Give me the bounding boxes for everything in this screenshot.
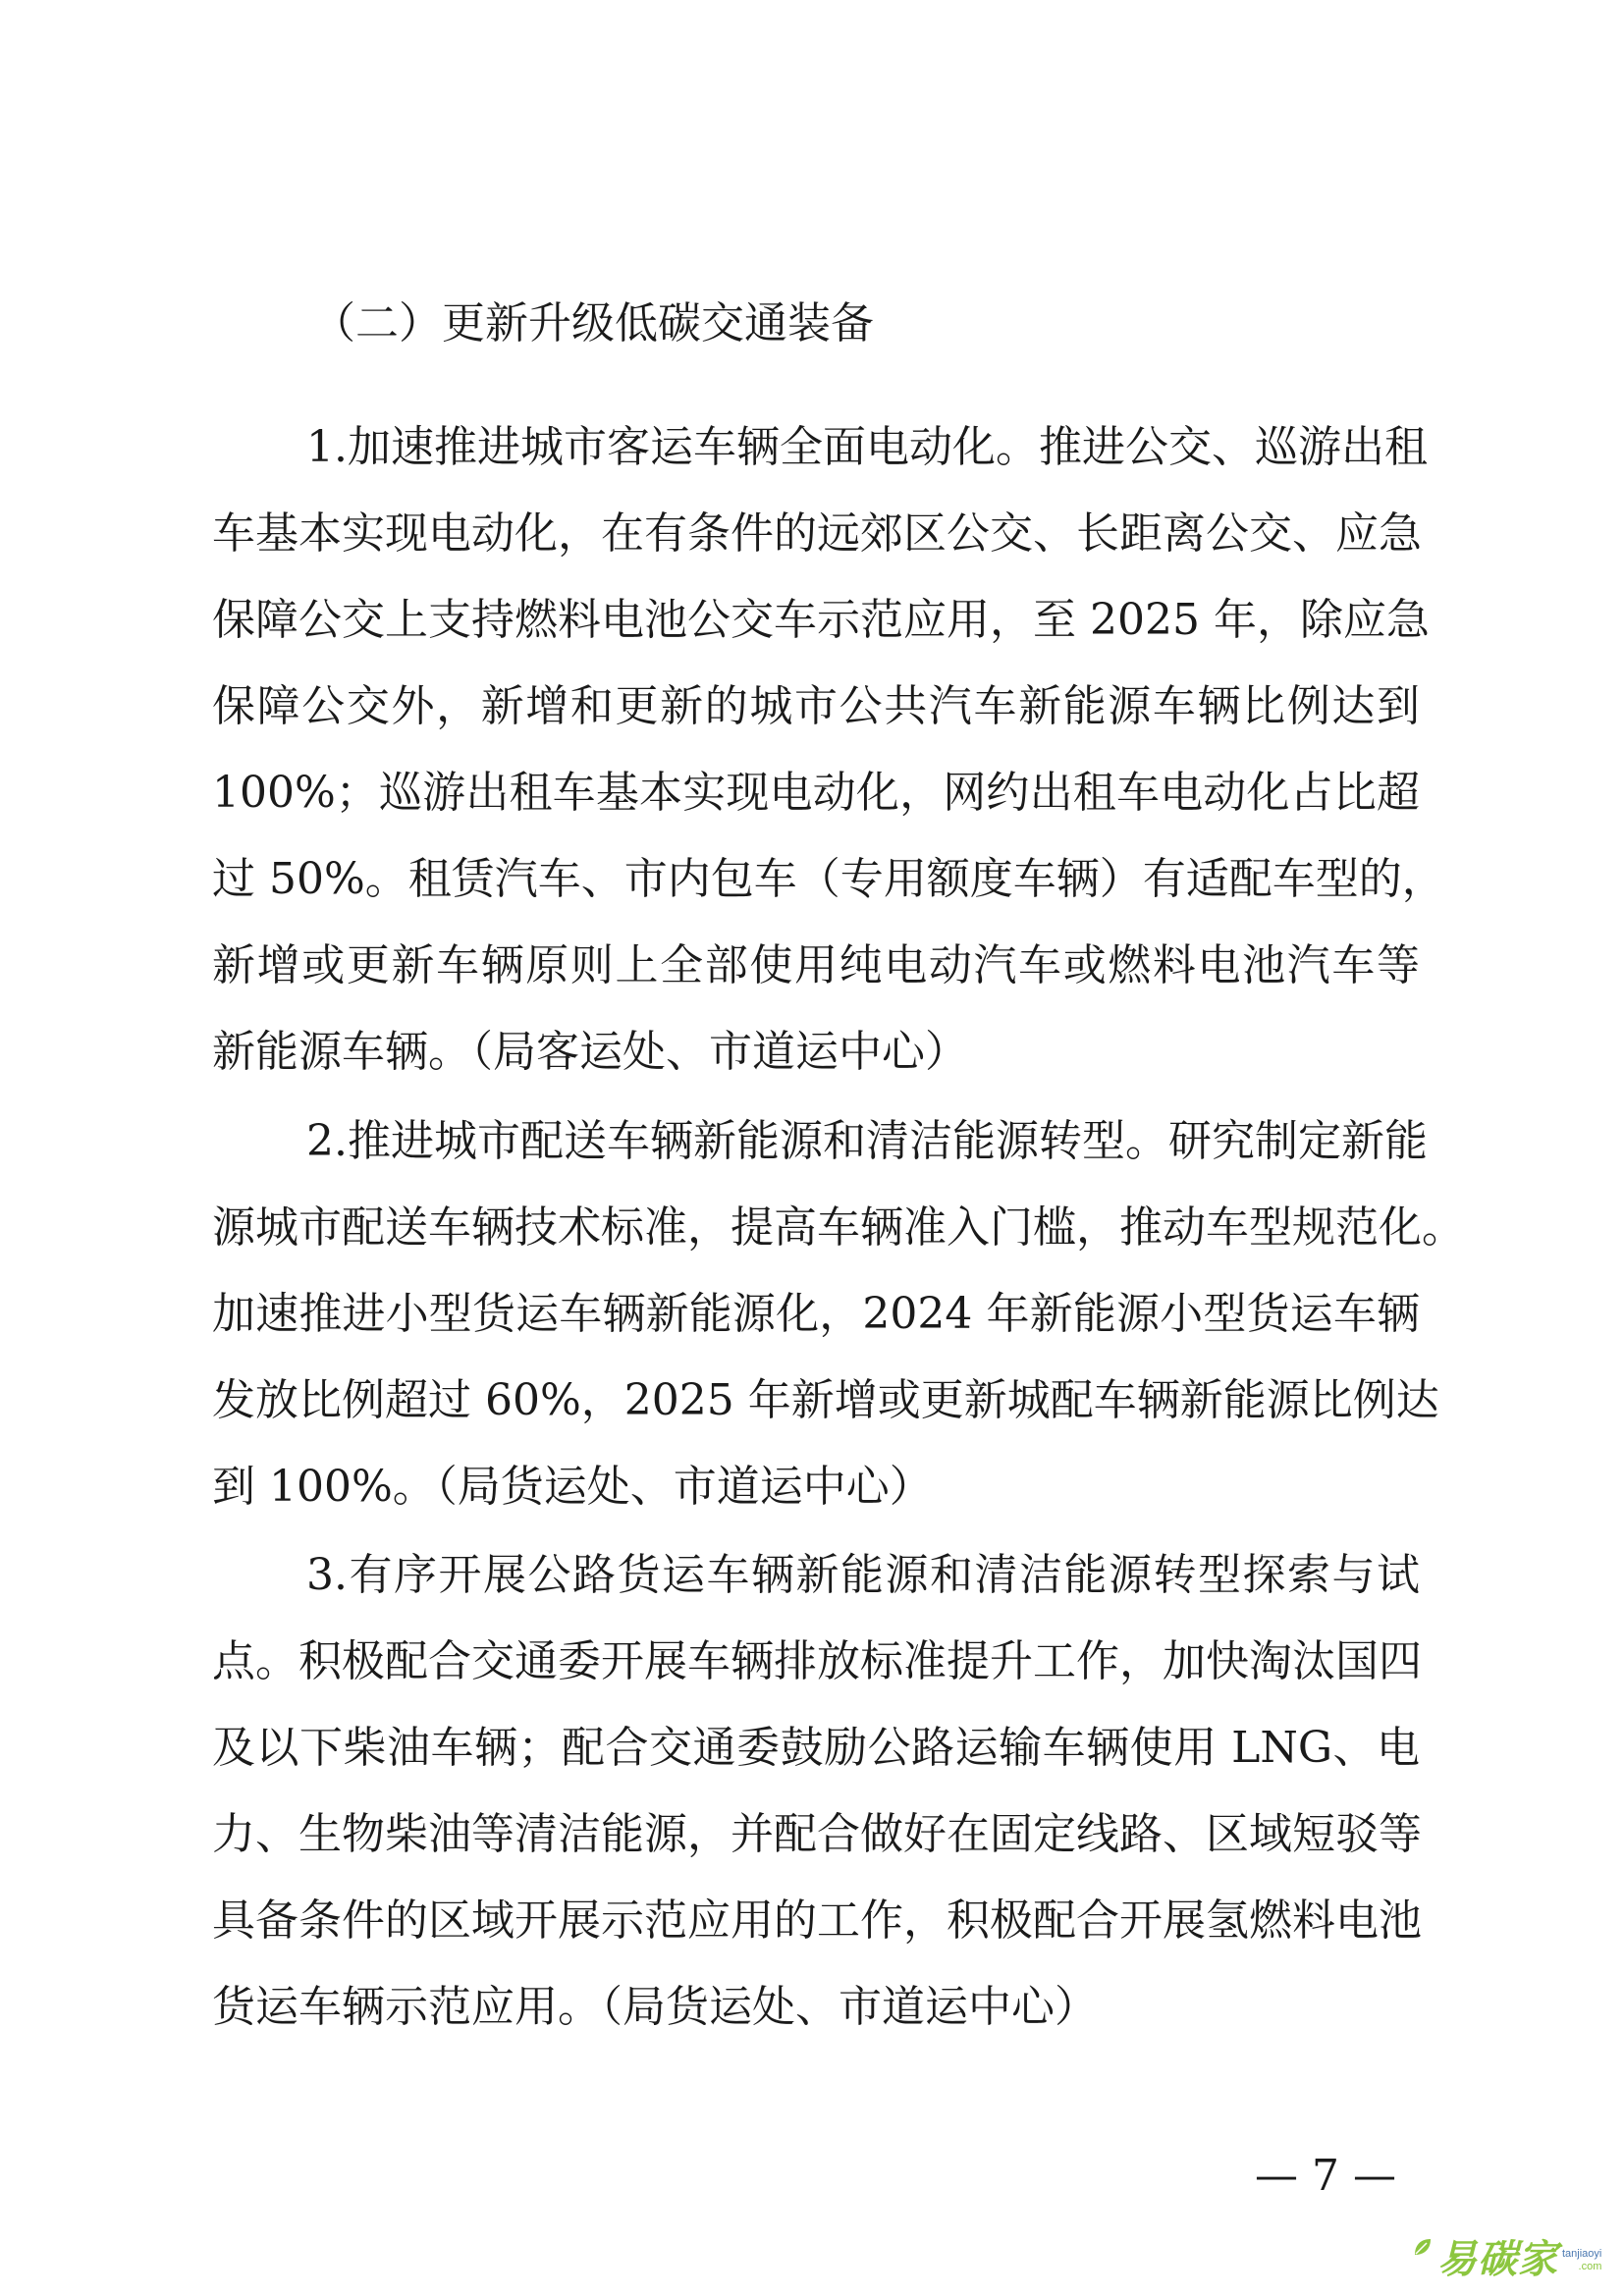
paragraph-line: 到 100%。（局货运处、市道运中心） [212, 1462, 933, 1512]
paragraph-line: 源城市配送车辆技术标准，提高车辆准入门槛，推动车型规范化。 [212, 1202, 1465, 1253]
page-number: — 7 — [1255, 2151, 1396, 2201]
paragraph-line: 100%；巡游出租车基本实现电动化，网约出租车电动化占比超 [212, 768, 1420, 818]
watermark-brand: 易碳家 [1437, 2238, 1558, 2281]
paragraph-line: 力、生物柴油等清洁能源，并配合做好在固定线路、区域短驳等 [212, 1809, 1422, 1859]
paragraph-line: 加速推进小型货运车辆新能源化，2024 年新能源小型货运车辆 [212, 1289, 1420, 1339]
paragraph-3 [212, 1532, 1420, 2051]
paragraph-line: 保障公交上支持燃料电池公交车示范应用，至 2025 年，除应急 [212, 595, 1430, 645]
leaf-icon [1412, 2236, 1434, 2258]
paragraph-line: 货运车辆示范应用。（局货运处、市道运中心） [212, 1982, 1098, 2032]
watermark-domain-name: tanjiaoyi [1562, 2248, 1602, 2260]
watermark-domain-suffix: .com [1578, 2261, 1602, 2272]
paragraph-line: 新增或更新车辆原则上全部使用纯电动汽车或燃料电池汽车等 [212, 940, 1420, 990]
paragraph-line: 新能源车辆。（局客运处、市道运中心） [212, 1027, 968, 1077]
paragraph-2 [212, 1098, 1465, 1530]
paragraph-line: 车基本实现电动化，在有条件的远郊区公交、长距离公交、应急 [212, 508, 1422, 559]
paragraph-line: 2.推进城市配送车辆新能源和清洁能源转型。研究制定新能 [306, 1116, 1428, 1166]
paragraph-line: 3.有序开展公路货运车辆新能源和清洁能源转型探索与试 [306, 1550, 1420, 1600]
paragraph-1 [212, 404, 1445, 1095]
paragraph-line: 及以下柴油车辆；配合交通委鼓励公路运输车辆使用 LNG、电 [212, 1723, 1420, 1773]
paragraph-line: 点。积极配合交通委开展车辆排放标准提升工作，加快淘汰国四 [212, 1636, 1422, 1686]
paragraph-line: 发放比例超过 60%，2025 年新增或更新城配车辆新能源比例达 [212, 1375, 1439, 1425]
watermark-domain [1562, 2248, 1601, 2273]
section-heading: （二）更新升级低碳交通装备 [312, 298, 874, 348]
paragraph-line: 过 50%。租赁汽车、市内包车（专用额度车辆）有适配车型的， [212, 854, 1445, 904]
paragraph-line: 具备条件的区域开展示范应用的工作，积极配合开展氢燃料电池 [212, 1896, 1422, 1946]
watermark-logo [1412, 2236, 1601, 2283]
paragraph-line: 1.加速推进城市客运车辆全面电动化。推进公交、巡游出租 [306, 422, 1428, 472]
paragraph-line: 保障公交外，新增和更新的城市公共汽车新能源车辆比例达到 [212, 681, 1420, 731]
